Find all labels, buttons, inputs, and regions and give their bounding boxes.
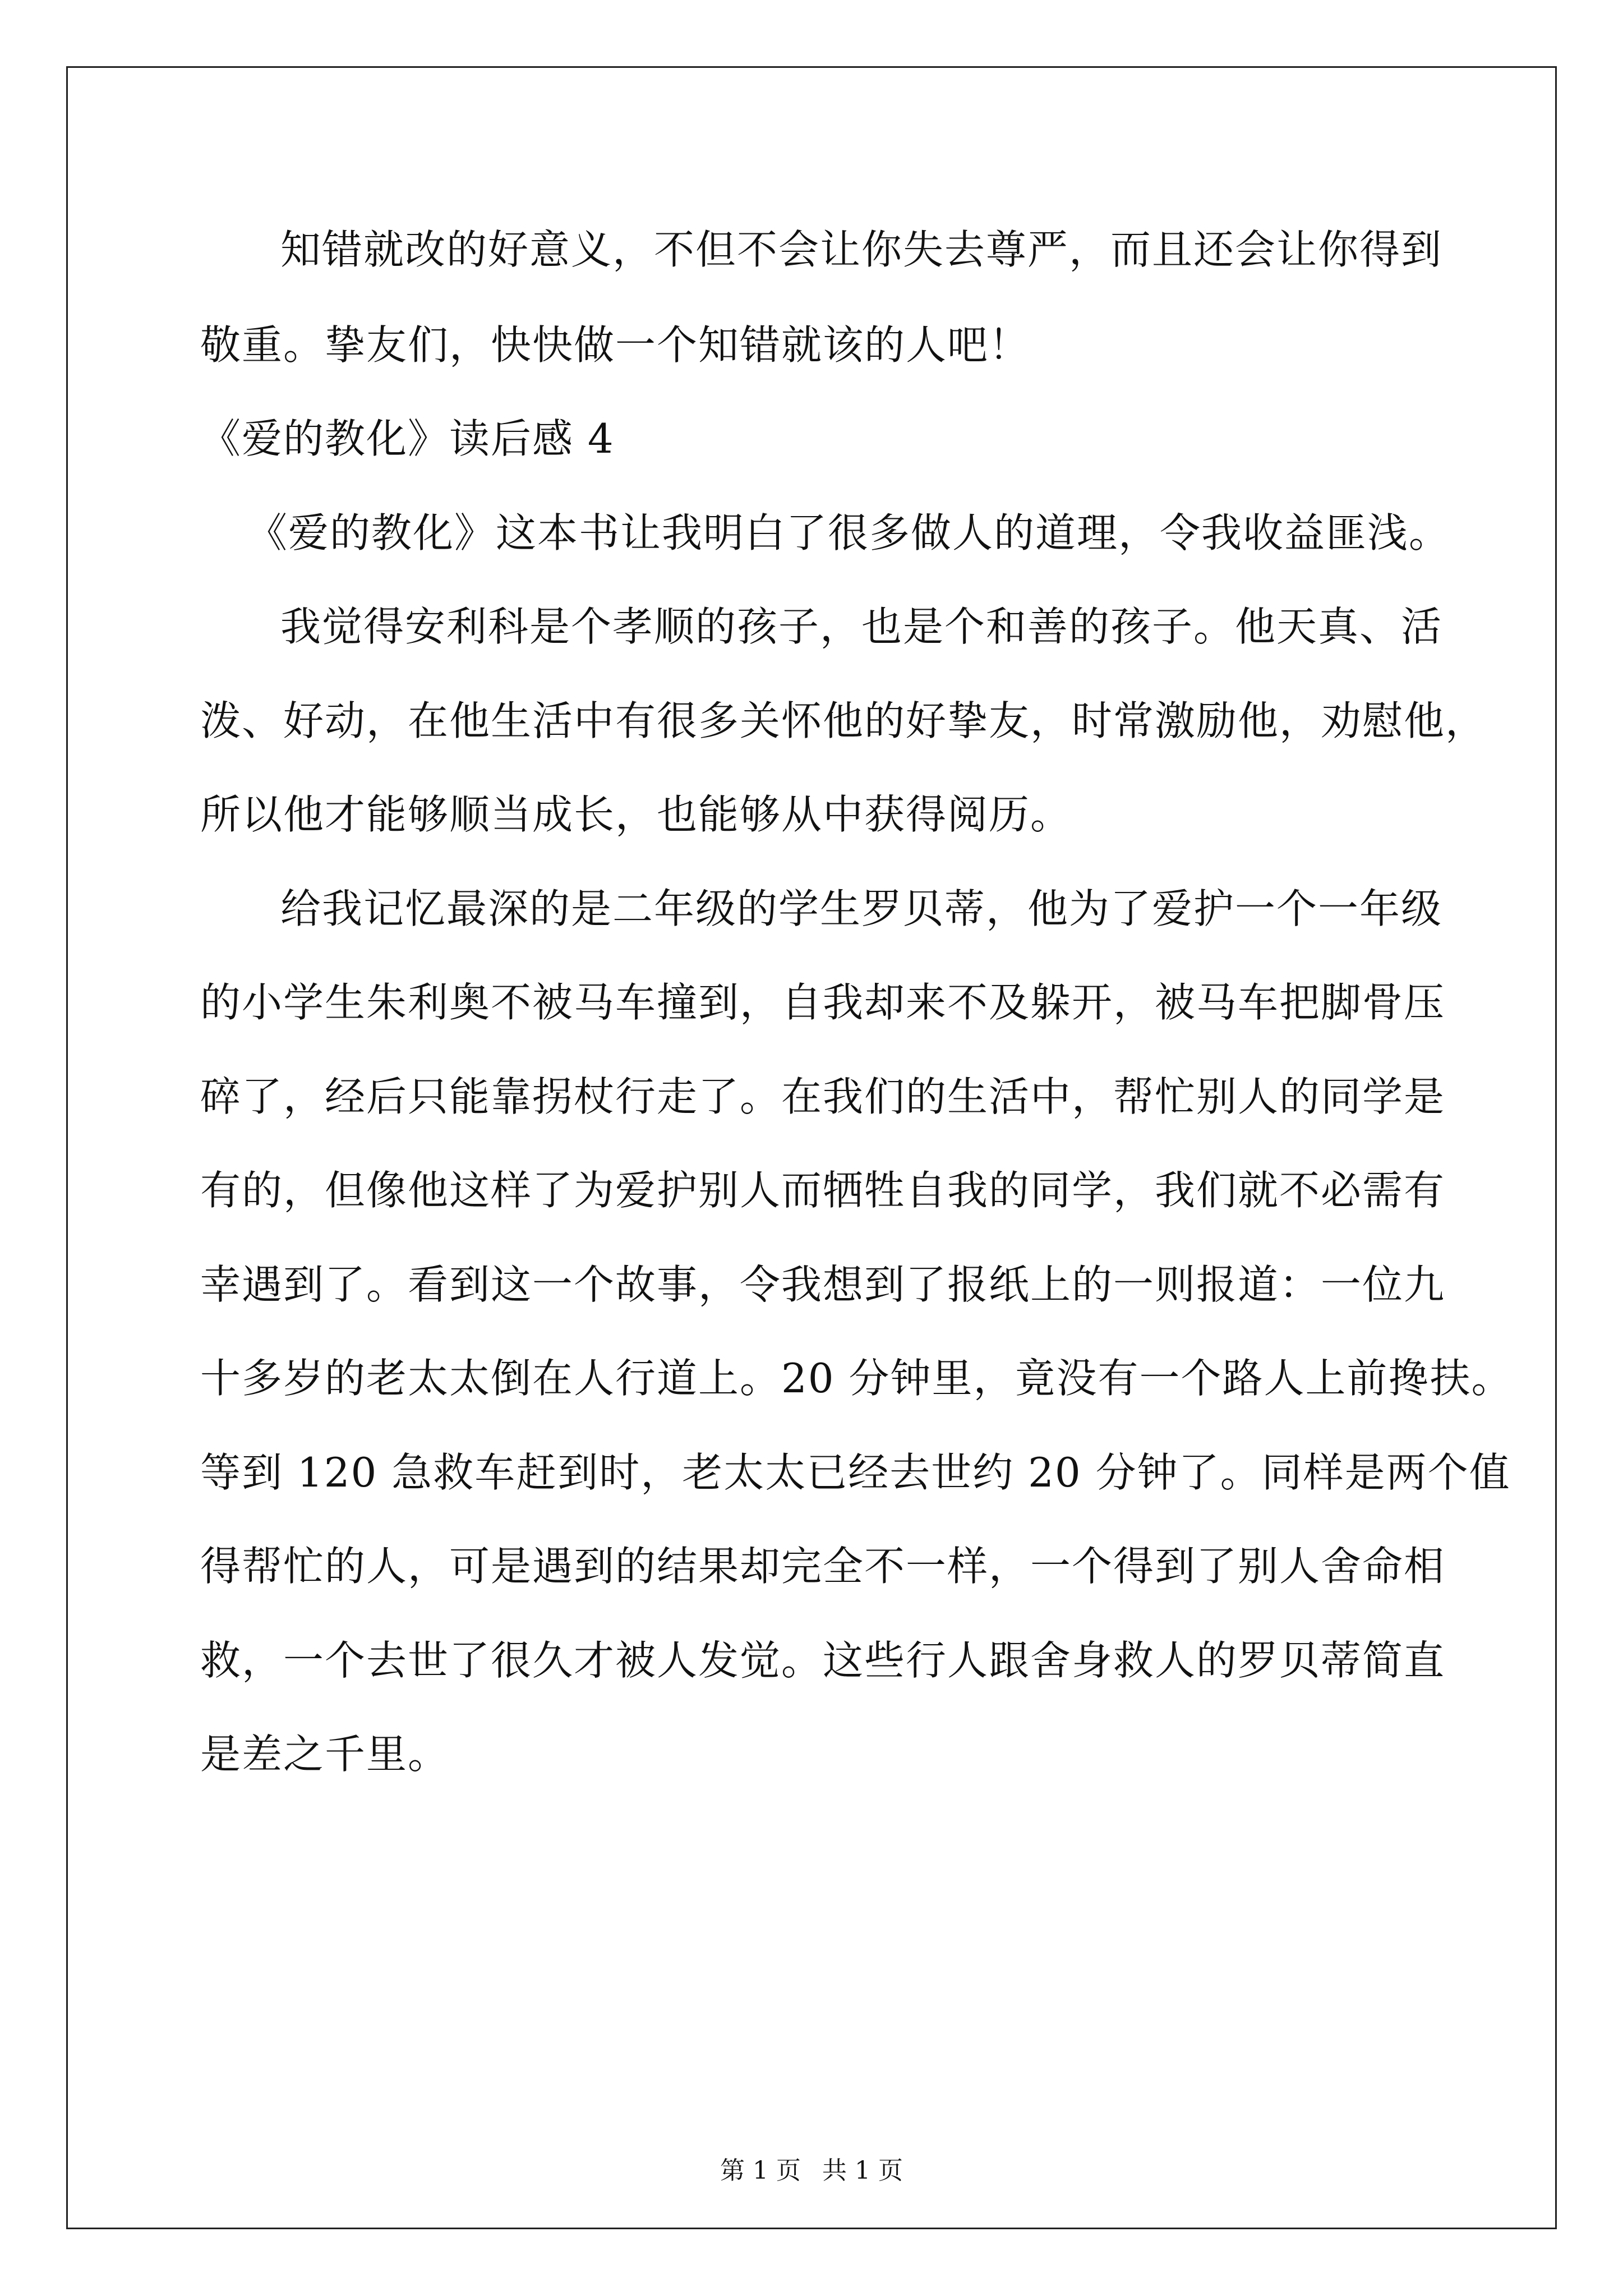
paragraph-line: 有的，但像他这样了为爱护别人而牺牲自我的同学，我们就不必需有 <box>200 1167 1446 1214</box>
paragraph-line: 幸遇到了。看到这一个故事，令我想到了报纸上的一则报道：一位九 <box>200 1261 1446 1308</box>
page-number: 第 1 页 <box>720 2156 801 2185</box>
paragraph-line: 《爱的教化》这本书让我明白了很多做人的道理，令我收益匪浅。 <box>247 509 1451 556</box>
paragraph-line: 我觉得安利科是个孝顺的孩子，也是个和善的孩子。他天真、活 <box>280 603 1443 650</box>
paragraph-line: 敬重。挚友们，快快做一个知错就该的人吧！ <box>200 321 1031 369</box>
paragraph-line: 给我记忆最深的是二年级的学生罗贝蒂，他为了爱护一个一年级 <box>280 885 1443 932</box>
section-heading: 《爱的教化》读后感 4 <box>200 415 615 462</box>
paragraph-line: 救，一个去世了很久才被人发觉。这些行人跟舍身救人的罗贝蒂简直 <box>200 1637 1446 1684</box>
page-total: 共 1 页 <box>822 2156 903 2185</box>
paragraph-line: 得帮忙的人，可是遇到的结果却完全不一样，一个得到了别人舍命相 <box>200 1543 1446 1590</box>
paragraph-line: 知错就改的好意义，不但不会让你失去尊严，而且还会让你得到 <box>280 226 1443 273</box>
page-footer <box>0 2154 1623 2188</box>
paragraph-line: 泼、好动，在他生活中有很多关怀他的好挚友，时常激励他，劝慰他， <box>200 697 1487 744</box>
page-border <box>66 66 1557 2229</box>
paragraph-line: 等到 120 急救车赶到时，老太太已经去世约 20 分钟了。同样是两个值 <box>200 1449 1511 1496</box>
paragraph-line: 是差之千里。 <box>200 1731 450 1778</box>
paragraph-line: 十多岁的老太太倒在人行道上。20 分钟里，竟没有一个路人上前搀扶。 <box>200 1355 1513 1402</box>
paragraph-line: 所以他才能够顺当成长，也能够从中获得阅历。 <box>200 791 1072 838</box>
paragraph-line: 碎了，经后只能靠拐杖行走了。在我们的生活中，帮忙别人的同学是 <box>200 1073 1446 1120</box>
paragraph-line: 的小学生朱利奥不被马车撞到，自我却来不及躲开，被马车把脚骨压 <box>200 979 1446 1026</box>
